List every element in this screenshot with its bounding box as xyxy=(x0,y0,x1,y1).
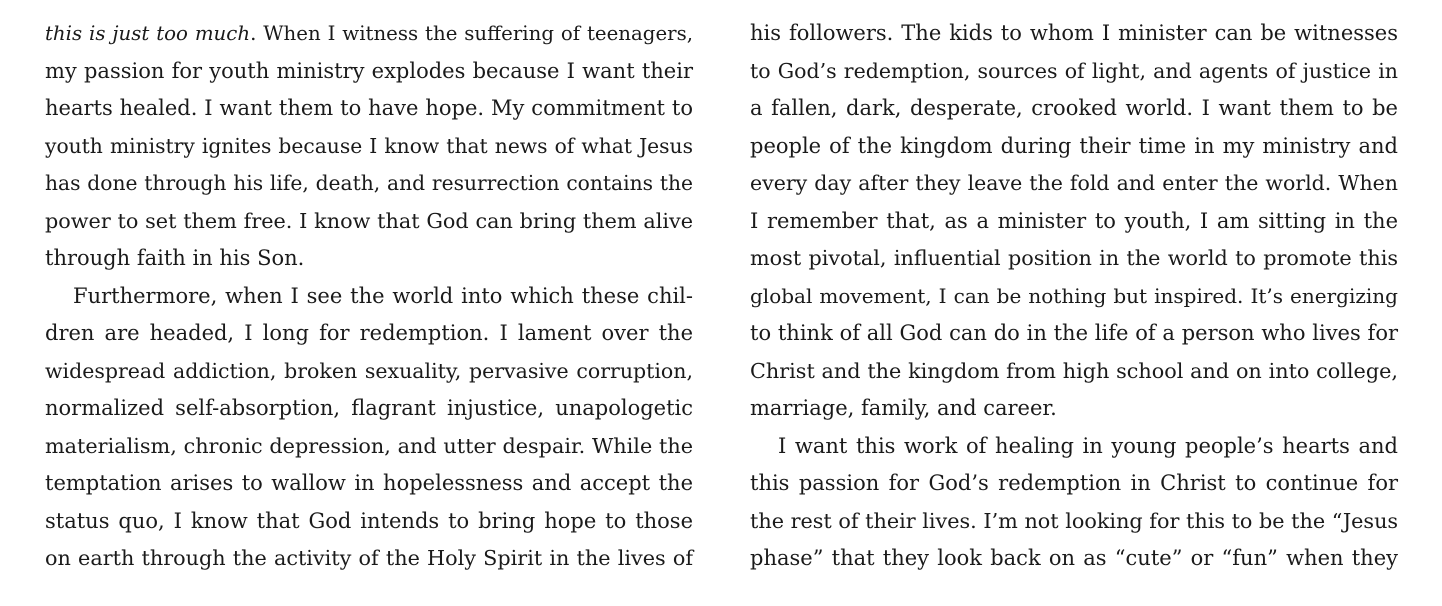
text-line: power to set them free. I know that God can bring them alive xyxy=(45,208,693,233)
paragraph-start-line: Furthermore, when I see the world into which these chil- xyxy=(73,283,693,308)
text-line: global movement, I can be nothing but inspired. It’s energizing xyxy=(750,283,1398,308)
text-line: this passion for God’s redemption in Christ to continue for xyxy=(750,471,1398,495)
text-line: temptation arises to wallow in hopelessness and accept the xyxy=(45,471,693,495)
text-line: on earth through the activity of the Holy Spirit in the lives of xyxy=(45,546,693,570)
text-line: has done through his life, death, and resurrection contains the xyxy=(45,171,693,195)
text-line: to God’s redemption, sources of light, and agents of justice in xyxy=(750,58,1398,83)
paragraph-end-line: through faith in his Son. xyxy=(45,246,305,270)
text-line: dren are headed, I long for redemption. I lament over the xyxy=(45,321,693,345)
line-text: . When I witness the suffering of teenagers, xyxy=(250,22,693,45)
text-line: phase” that they look back on as “cute” or “fun” when they xyxy=(750,546,1398,570)
text-line: his followers. The kids to whom I minister can be witnesses xyxy=(750,21,1398,45)
left-text-column xyxy=(45,15,693,578)
text-line: normalized self-absorption, flagrant injustice, unapologetic xyxy=(45,396,693,420)
text-line: most pivotal, influential position in the world to promote this xyxy=(750,246,1398,270)
paragraph-end-line: marriage, family, and career. xyxy=(750,396,1057,420)
text-line: youth ministry ignites because I know that news of what Jesus xyxy=(45,133,693,158)
text-line: my passion for youth ministry explodes because I want their xyxy=(45,58,693,83)
text-line: I remember that, as a minister to youth, I am sitting in the xyxy=(750,208,1398,233)
text-line: to think of all God can do in the life of a person who lives for xyxy=(750,321,1398,345)
text-line: a fallen, dark, desperate, crooked world. I want them to be xyxy=(750,96,1398,120)
emphasized-text: this is just too much xyxy=(45,22,251,45)
text-line: hearts healed. I want them to have hope. My commitment to xyxy=(45,96,693,120)
text-line: status quo, I know that God intends to bring hope to those xyxy=(45,508,693,533)
text-line: materialism, chronic depression, and utter despair. While the xyxy=(45,433,693,458)
text-line: every day after they leave the fold and enter the world. When xyxy=(750,171,1398,195)
text-line: people of the kingdom during their time in my ministry and xyxy=(750,133,1398,158)
text-line: Christ and the kingdom from high school and on into college, xyxy=(750,358,1398,383)
text-line xyxy=(45,15,693,53)
right-text-column xyxy=(750,15,1398,578)
paragraph-start-line: I want this work of healing in young people’s hearts and xyxy=(778,433,1398,458)
text-line: widespread addiction, broken sexuality, pervasive corruption, xyxy=(45,358,693,383)
text-line: the rest of their lives. I’m not looking for this to be the “Jesus xyxy=(750,508,1399,533)
